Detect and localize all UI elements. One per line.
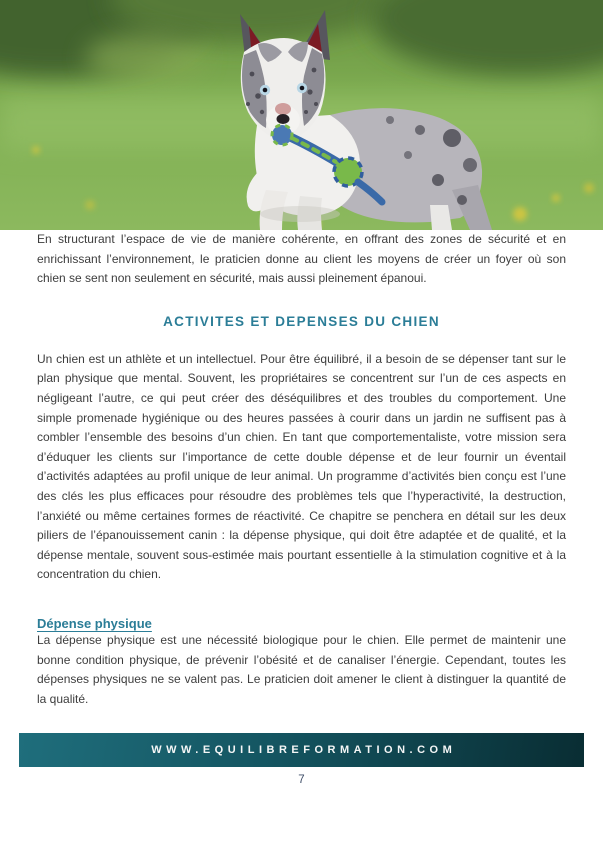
dog-nose [277, 114, 290, 124]
paragraph-espace-de-vie: En structurant l’espace de vie de manière cohérente, en offrant des zones de sécurité et en enrichissant l’environnement, le praticien donne au client les moyens de créer un foyer où son chien se sent non seulement en sécurité, mais aussi pleinement épanoui. [37, 232, 566, 286]
paragraph-activites-intro: Un chien est un athlète et un intellectuel. Pour être équilibré, il a besoin de se dépenser tant sur le plan physique que mental. Souvent, les propriétaires se concentrent sur l’un de ces aspects en négligeant l’autre, ce qui peut créer des déséquilibres et des troubles du comportement. Une simple promenade hygiénique ou des heures passées à courir dans un jardin ne suffisent pas à combler l’ensemble des besoins d’un chien. En tant que comportementaliste, votre mission sera d’éduquer les clients sur l’importance de cette double dépense et de leur fournir un éventail d’activités adaptées au profil unique de leur animal. Un programme d’activités bien conçu est l’une des clés les plus efficaces pour résoudre des problèmes tels que l’hyperactivité, la destruction, l’anxiété ou même certaines formes de réactivité. Ce chapitre se penchera en détail sur les deux piliers de l’épanouissement canin : la dépense physique, qui doit être adaptée et de qualité, et la dépense mentale, souvent sous-estimée mais pourtant essentielle à la stimulation cognitive et à la concentration du chien. [37, 351, 566, 582]
footer-website-link[interactable]: WWW.EQUILIBREFORMATION.COM [151, 744, 457, 757]
page-footer [0, 733, 603, 786]
hero-photo [0, 0, 603, 230]
subsection-heading-depense-physique: Dépense physique [37, 615, 152, 631]
footer-website-bar[interactable] [19, 733, 584, 767]
page-number: 7 [298, 774, 305, 787]
page-content [0, 230, 603, 709]
section-heading-activites: ACTIVITES ET DEPENSES DU CHIEN [163, 313, 440, 329]
hero-photo-illustration [0, 0, 603, 230]
paragraph-depense-physique: La dépense physique est une nécessité biologique pour le chien. Elle permet de maintenir une bonne condition physique, de prévenir l’obésité et de canaliser l’énergie. Cependant, toutes les dépenses physiques ne se valent pas. Le praticien doit amener le client à distinguer la quantité de la qualité. [37, 632, 566, 706]
